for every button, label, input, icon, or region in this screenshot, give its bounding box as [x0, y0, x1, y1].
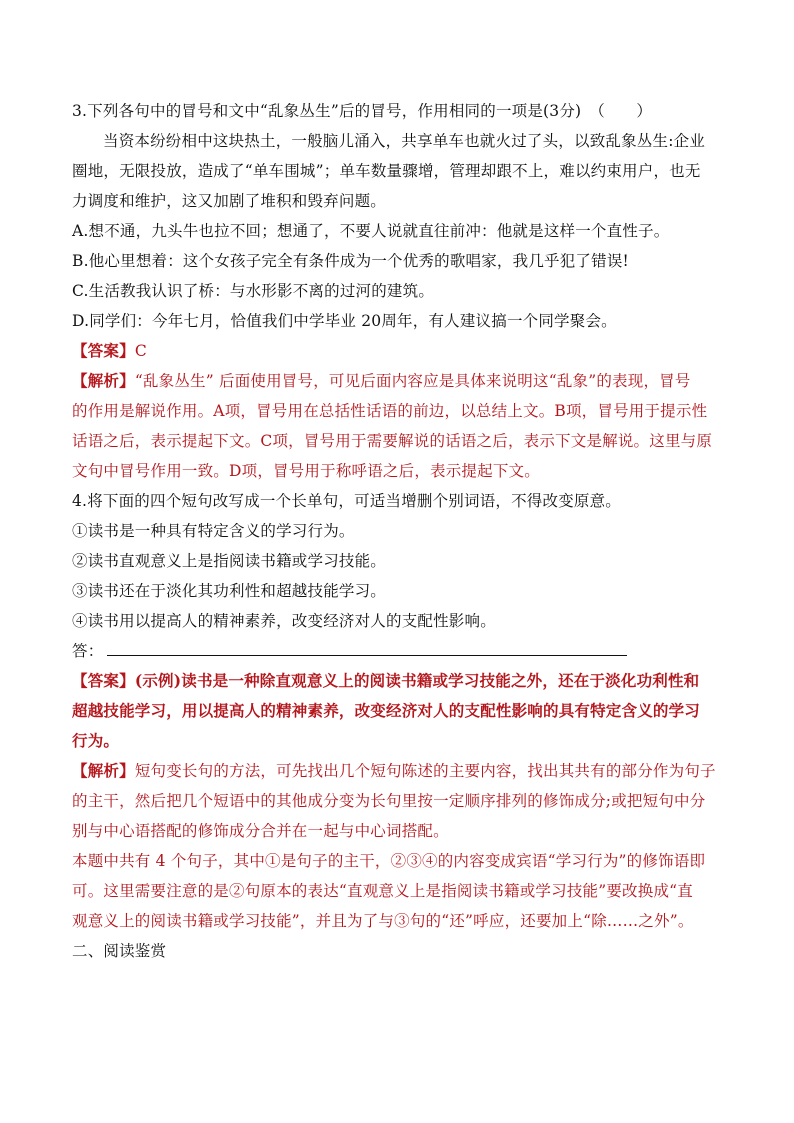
q3-passage-line: 当资本纷纷相中这块热土，一般脑儿涌入，共享单车也就火过了头，以致乱象丛生:企业: [103, 132, 706, 150]
q3-analysis-line: [72, 366, 728, 396]
q3-option-c: C.生活教我认识了桥：与水形影不离的过河的建筑。: [72, 282, 435, 300]
q4-explain-line: 可。这里需要注意的是②句原本的表达“直观意义上是指阅读书籍或学习技能”要改换成“直: [72, 882, 693, 900]
document-page: [72, 96, 728, 966]
section-heading: 二、阅读鉴赏: [72, 942, 167, 960]
answer-text: (示例)读书是一种除直观意义上的阅读书籍或学习技能之外，还在于淡化功利性和: [134, 671, 700, 690]
q3-title: 3.下列各句中的冒号和文中“乱象丛生”后的冒号，作用相同的一项是(3分) （ ）: [72, 102, 653, 120]
q4-answer-line: [72, 666, 728, 696]
q4-item: ②读书直观意义上是指阅读书籍或学习技能。: [72, 552, 387, 570]
answer-prompt: 答：: [72, 642, 104, 660]
analysis-text: “乱象丛生” 后面使用冒号，可见后面内容应是具体来说明这“乱象”的表现，冒号: [134, 372, 691, 390]
q4-analysis-line: 别与中心语搭配的修饰成分合并在一起与中心词搭配。: [72, 822, 449, 840]
q4-title: 4.将下面的四个短句改写成一个长单句，可适当增删个别词语，不得改变原意。: [72, 492, 621, 510]
answer-value: C: [134, 342, 147, 360]
analysis-tag: 【解析】: [72, 371, 135, 390]
q4-answer-blank: [72, 636, 728, 666]
q3-option-d: D.同学们：今年七月，恰值我们中学毕业 20周年，有人建议搞一个同学聚会。: [72, 312, 617, 330]
analysis-text: 短句变长句的方法，可先找出几个短句陈述的主要内容，找出其共有的部分作为句子: [134, 762, 716, 780]
answer-underline: [107, 637, 627, 656]
q3-answer: [72, 336, 728, 366]
q4-explain-line: 观意义上的阅读书籍或学习技能”，并且为了与③句的“还”呼应，还要加上“除……之外”。: [72, 912, 694, 930]
answer-tag: 【答案】: [72, 341, 135, 360]
q4-item: ④读书用以提高人的精神素养，改变经济对人的支配性影响。: [72, 612, 496, 630]
q4-explain-line: 本题中共有 4 个句子，其中①是句子的主干，②③④的内容变成宾语“学习行为”的修饰语即: [72, 852, 706, 870]
q3-option-b: B.他心里想着：这个女孩子完全有条件成为一个优秀的歌唱家，我几乎犯了错误!: [72, 252, 629, 270]
q3-passage-line: 力调度和维护，这又加剧了堆积和毁弃问题。: [72, 192, 387, 210]
answer-tag: 【答案】: [72, 671, 135, 690]
q4-answer-line: 超越技能学习，用以提高人的精神素养，改变经济对人的支配性影响的具有特定含义的学习: [72, 701, 701, 720]
q3-passage-line: 圈地，无限投放，造成了“单车围城”；单车数量骤增，管理却跟不上，难以约束用户，也无: [72, 162, 701, 180]
q3-analysis-line: 的作用是解说作用。A项，冒号用在总括性话语的前边，以总结上文。B项，冒号用于提示性: [72, 402, 708, 420]
q3-analysis-line: 话语之后，表示提起下文。C项，冒号用于需要解说的话语之后，表示下文是解说。这里与原: [72, 432, 713, 450]
q4-analysis-line: 的主干，然后把几个短语中的其他成分变为长句里按一定顺序排列的修饰成分;或把短句中分: [72, 792, 706, 810]
analysis-tag: 【解析】: [72, 761, 135, 780]
q4-analysis-line: [72, 756, 728, 786]
q3-option-a: A.想不通，九头牛也拉不回；想通了，不要人说就直往前冲：他就是这样一个直性子。: [72, 222, 670, 240]
q3-analysis-line: 文句中冒号作用一致。D项，冒号用于称呼语之后，表示提起下文。: [72, 462, 540, 480]
q4-answer-line: 行为。: [72, 731, 120, 750]
q4-item: ①读书是一种具有特定含义的学习行为。: [72, 522, 355, 540]
q4-item: ③读书还在于淡化其功利性和超越技能学习。: [72, 582, 387, 600]
